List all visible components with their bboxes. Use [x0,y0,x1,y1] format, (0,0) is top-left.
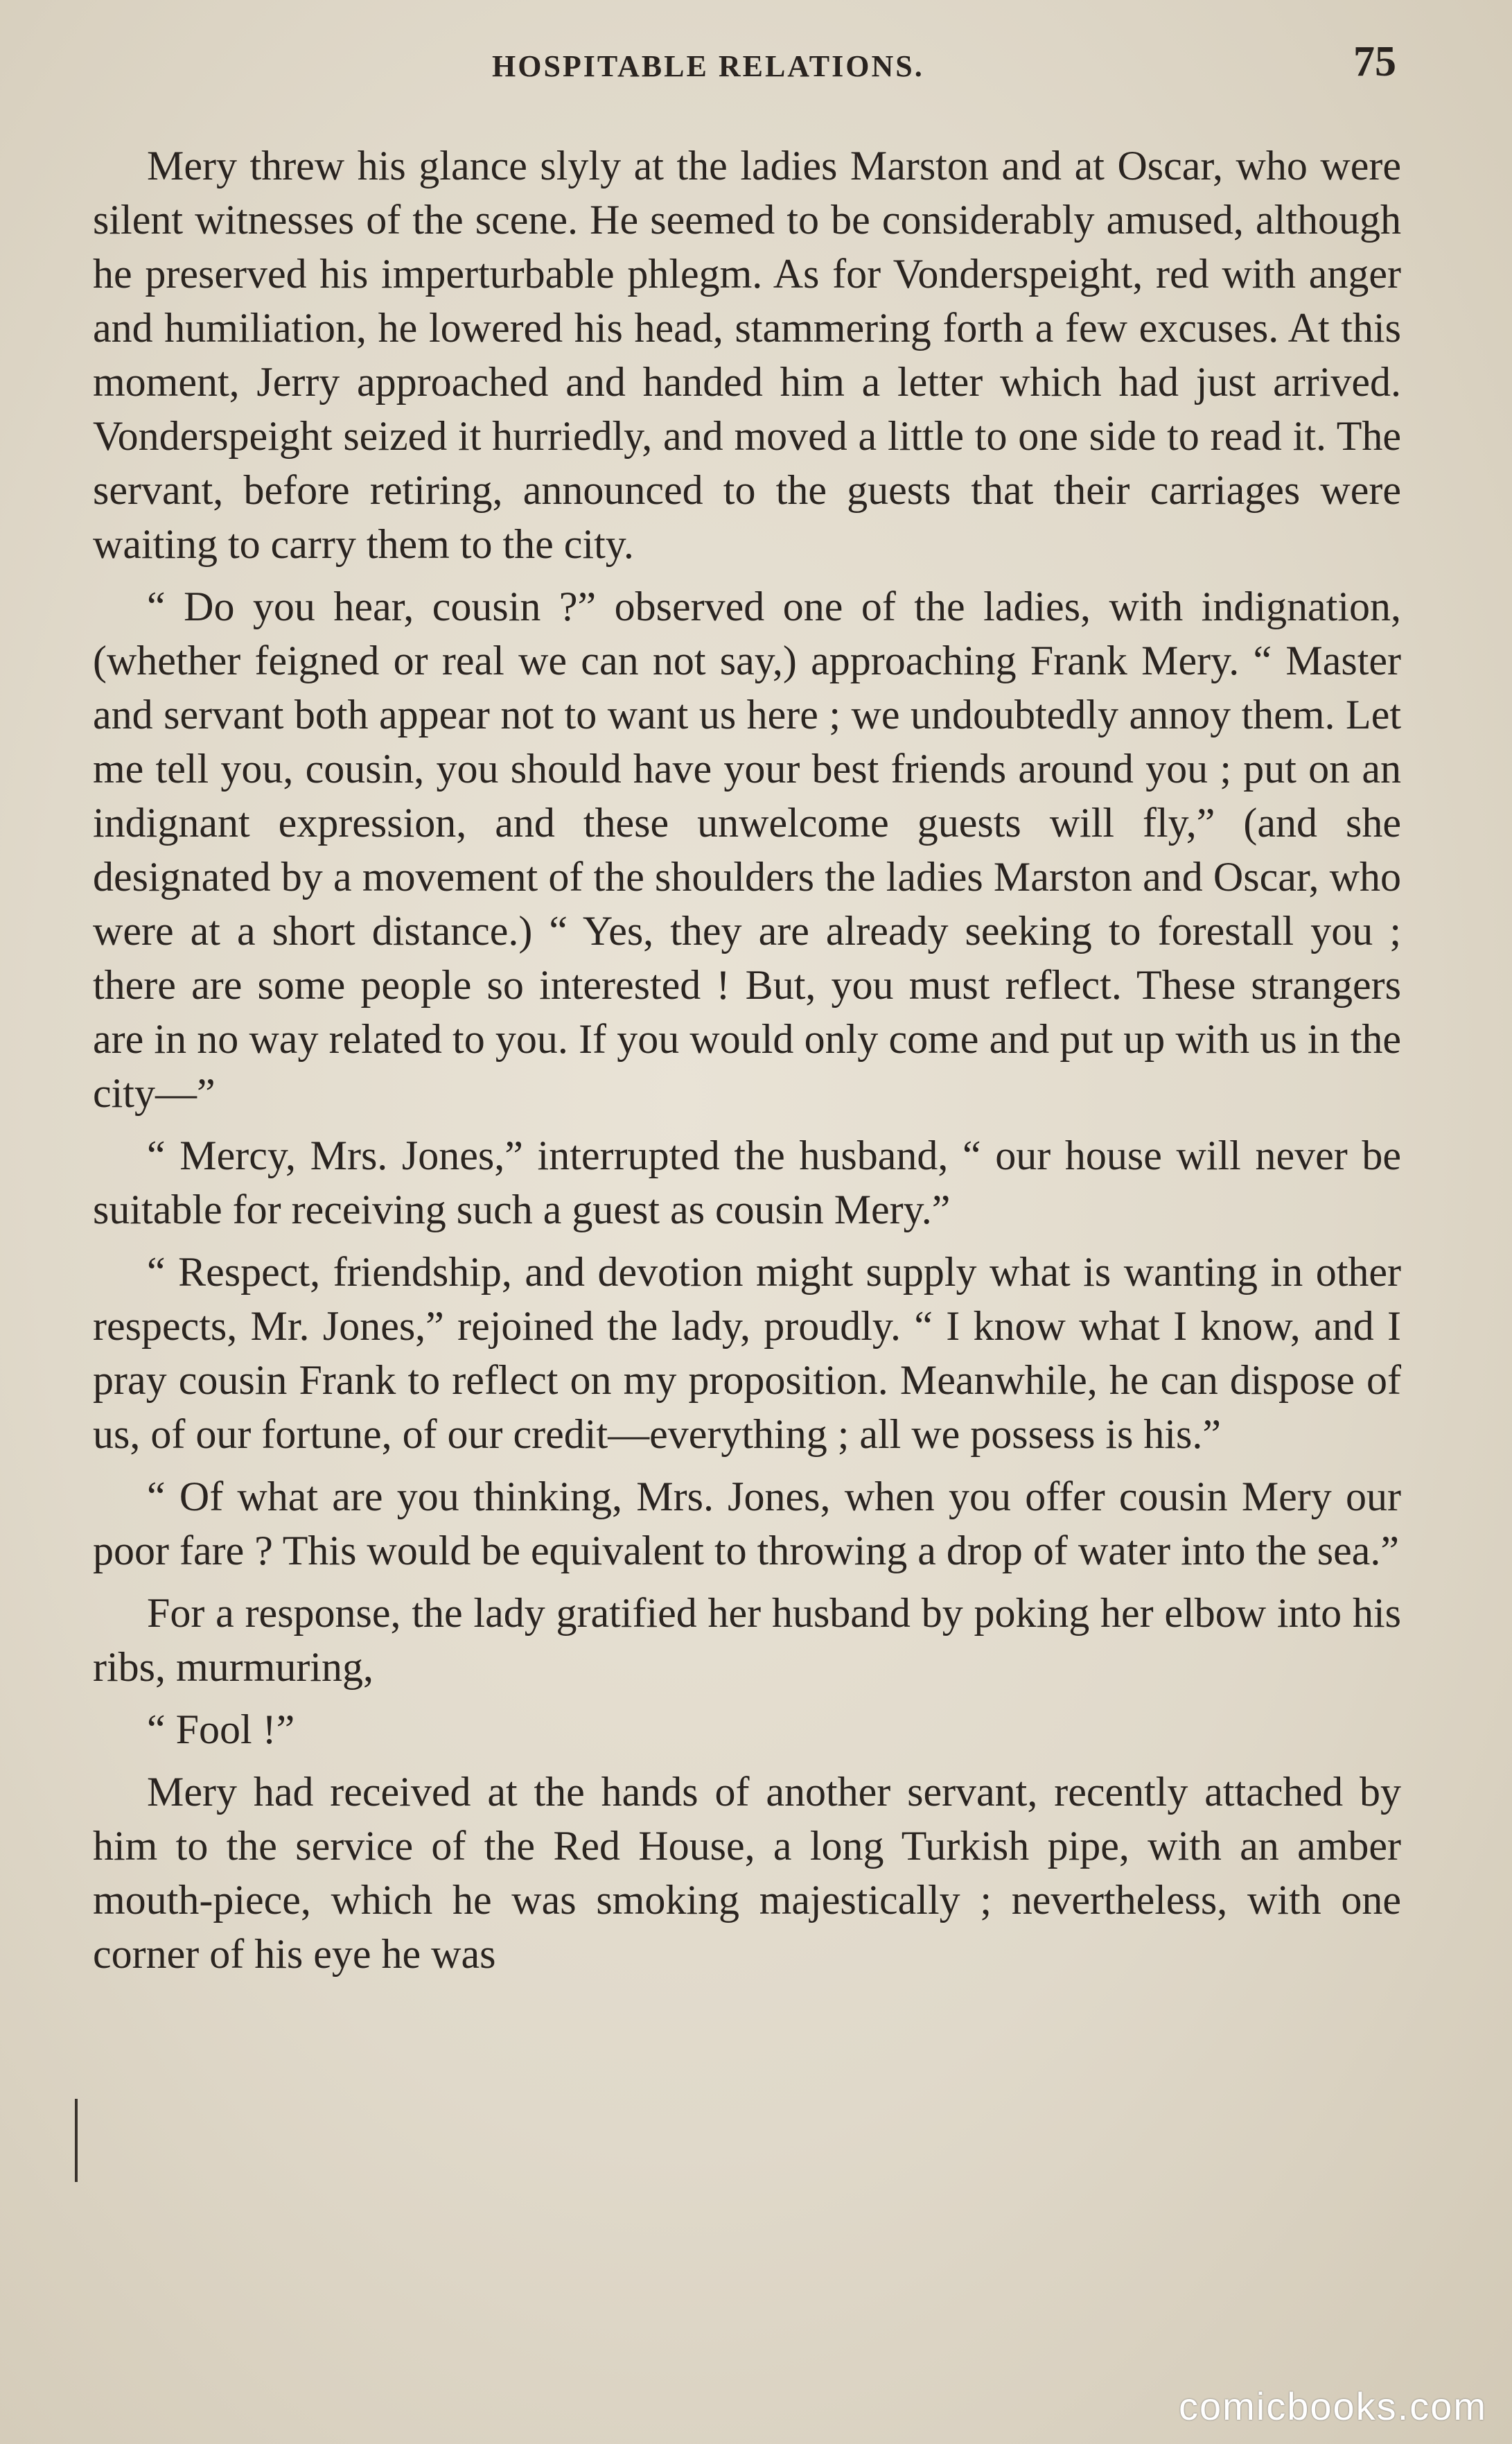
page-header [0,33,1512,89]
paragraph-5: “ Of what are you thinking, Mrs. Jones, when you offer cousin Mery our poor fare ? This would be equivalent to throwing a drop of water into the sea.” [93,1474,1401,1573]
paragraph-7: “ Fool !” [147,1707,295,1752]
paragraph-6: For a response, the lady gratified her husband by poking her elbow into his ribs, murmuring, [93,1590,1401,1690]
margin-mark [75,2099,78,2182]
running-head: HOSPITABLE RELATIONS. [492,49,924,83]
paragraph-8: Mery had received at the hands of another servant, recently attached by him to the service of the Red House, a long Turkish pipe, with an amber mouth-piece, which he was smoking majestically ; nevertheless, with one corner of his eye he was [93,1769,1401,1977]
paragraph-2: “ Do you hear, cousin ?” observed one of the ladies, with indignation, (whether feigned or real we can not say,) approaching Frank Mery. “ Master and servant both appear not to want us here ; we undoubtedly annoy them. Let me tell you, cousin, you should have your best friends around you ; put on an indignant expression, and these unwelcome guests will fly,” (and she designated by a movement of the shoulders the ladies Marston and Oscar, who were at a short distance.) “ Yes, they are already seeking to forestall you ; there are some people so interested ! But, you must reflect. These strangers are in no way related to you. If you would only come and put up with us in the city—” [93,584,1401,1116]
body-text [93,139,1401,2322]
paragraph-3: “ Mercy, Mrs. Jones,” interrupted the husband, “ our house will never be suitable for receiving such a guest as cousin Mery.” [93,1133,1401,1232]
paragraph-1: Mery threw his glance slyly at the ladies Marston and at Oscar, who were silent witnesses of the scene. He seemed to be considerably amused, although he preserved his imperturbable phlegm. As for Vonderspeight, red with anger and humiliation, he lowered his head, stammering forth a few excuses. At this moment, Jerry approached and handed him a letter which had just arrived. Vonderspeight seized it hurriedly, and moved a little to one side to read it. The servant, before retiring, announced to the guests that their carriages were waiting to carry them to the city. [93,143,1401,567]
page-number: 75 [1353,38,1396,85]
paragraph-4: “ Respect, friendship, and devotion might supply what is wanting in other respects, Mr. Jones,” rejoined the lady, proudly. “ I know what I know, and I pray cousin Frank to reflect on my proposition. Meanwhile, he can dispose of us, of our fortune, of our credit—everything ; all we possess is his.” [93,1249,1401,1457]
watermark: comicbooks.com [1178,2384,1487,2428]
